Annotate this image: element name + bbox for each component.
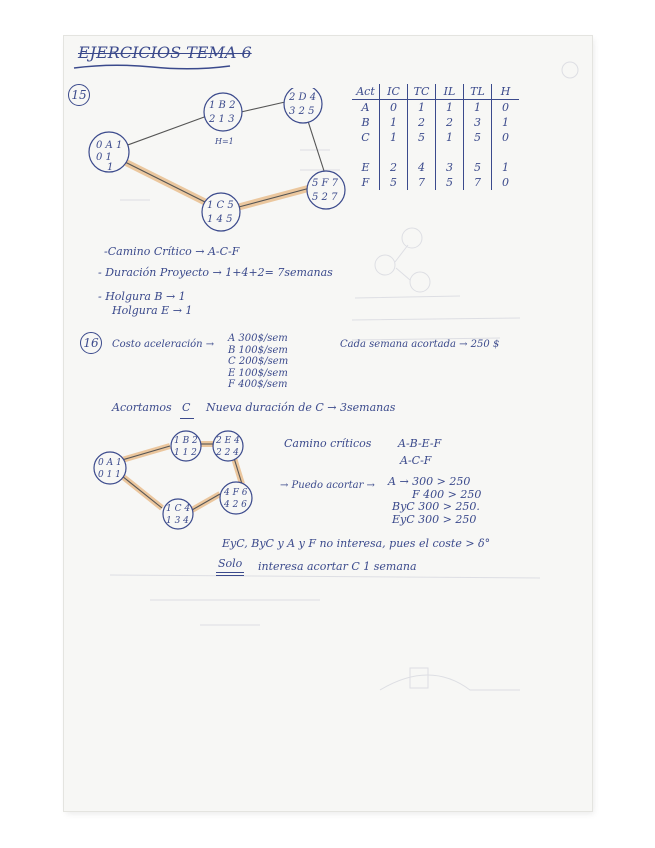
table-cell xyxy=(492,145,520,160)
table-cell: 1 xyxy=(436,130,464,145)
final-label: Solo xyxy=(218,557,243,570)
table-row xyxy=(352,115,519,130)
node-c xyxy=(202,193,240,231)
node-a-mid: 0 1 xyxy=(96,152,112,163)
conclusion-note: EyC, ByC y A y F no interesa, pues el coste > δ° xyxy=(222,537,491,550)
table-cell: 5 xyxy=(464,160,492,175)
table-cell: 1 xyxy=(464,100,492,116)
table-cell: 7 xyxy=(408,175,436,190)
table-cell: 1 xyxy=(380,115,408,130)
table-row xyxy=(352,160,519,175)
node-b-16-bot: 1 1 2 xyxy=(174,448,197,458)
exercise-16-number: 16 xyxy=(80,332,102,354)
node-a-16-bot: 0 1 1 xyxy=(98,470,121,480)
table-cell xyxy=(436,145,464,160)
table-cell: 1 xyxy=(436,100,464,116)
col-h: H xyxy=(492,84,520,100)
node-e-16-bot: 2 2 4 xyxy=(216,448,239,458)
table-cell: 5 xyxy=(408,130,436,145)
table-row xyxy=(352,130,519,145)
activity-table xyxy=(352,84,519,190)
shorten-activity-underline xyxy=(180,418,194,419)
can-shorten-list xyxy=(388,476,481,527)
node-f-top: 5 F 7 xyxy=(312,178,339,189)
node-a-top: 0 A 1 xyxy=(96,140,123,151)
page-title: EJERCICIOS TEMA 6 xyxy=(78,43,252,62)
can-shorten-eyc: EyC 300 > 250 xyxy=(392,512,477,526)
table-cell: 5 xyxy=(380,175,408,190)
table-cell xyxy=(352,145,380,160)
cost-item-a: A 300$/sem xyxy=(228,333,288,344)
acceleration-cost-label: Costo aceleración → xyxy=(112,339,215,350)
slack-edge-label: H=1 xyxy=(215,137,234,146)
critical-path-2: A-C-F xyxy=(400,454,432,467)
table-cell: 0 xyxy=(492,100,520,116)
table-cell: C xyxy=(361,131,370,144)
table-cell xyxy=(464,145,492,160)
shorten-activity: C xyxy=(182,401,191,414)
shorten-label: Acortamos xyxy=(112,401,172,414)
table-cell: 7 xyxy=(464,175,492,190)
node-c-top: 1 C 5 xyxy=(207,200,234,211)
table-cell: 0 xyxy=(492,175,520,190)
node-b-16-top: 1 B 2 xyxy=(174,436,198,446)
node-c-16-top: 1 C 4 xyxy=(166,504,191,514)
final-label-underline-1 xyxy=(216,572,244,573)
node-b xyxy=(204,93,242,131)
cost-item-e: E 100$/sem xyxy=(228,367,288,379)
table-cell xyxy=(380,145,408,160)
slack-b-note: - Holgura B → 1 xyxy=(98,290,186,303)
final-label-underline-2 xyxy=(216,575,244,576)
critical-paths-label: Camino críticos xyxy=(284,437,372,450)
table-cell: B xyxy=(361,116,370,129)
network-diagram-15 xyxy=(85,88,355,248)
table-cell: 1 xyxy=(408,100,436,116)
cost-item-f: F 400$/sem xyxy=(228,379,288,390)
node-f-16-bot: 4 2 6 xyxy=(224,500,247,510)
node-f xyxy=(307,171,345,209)
network-diagram-16 xyxy=(92,428,272,533)
slack-e-note: Holgura E → 1 xyxy=(112,304,193,317)
table-cell: 3 xyxy=(436,160,464,175)
col-tc: TC xyxy=(408,84,436,100)
table-cell: 0 xyxy=(380,100,408,116)
weekly-saving-note: Cada semana acortada → 250 $ xyxy=(340,339,500,350)
can-shorten-byc: ByC 300 > 250. xyxy=(392,500,480,514)
table-cell: 5 xyxy=(464,130,492,145)
col-act: Act xyxy=(352,84,380,100)
table-cell: F xyxy=(361,176,370,189)
table-cell: E xyxy=(361,161,370,174)
duration-note: - Duración Proyecto → 1+4+2= 7semanas xyxy=(98,266,333,279)
table-cell: 1 xyxy=(492,160,520,175)
node-d-top: 2 D 4 xyxy=(289,92,317,103)
node-c-16-bot: 1 3 4 xyxy=(166,516,189,526)
table-cell: 5 xyxy=(436,175,464,190)
node-f-bot: 5 2 7 xyxy=(312,192,338,203)
can-shorten-label: → Puedo acortar → xyxy=(280,480,375,491)
table-cell: 3 xyxy=(464,115,492,130)
title-underline xyxy=(72,62,232,74)
new-duration-note: Nueva duración de C → 3semanas xyxy=(206,401,396,414)
node-b-bot: 2 1 3 xyxy=(209,114,235,125)
can-shorten-f: F 400 > 250 xyxy=(412,487,482,501)
table-cell: 0 xyxy=(492,130,520,145)
critical-path-1: A-B-E-F xyxy=(398,437,442,450)
node-a-16-top: 0 A 1 xyxy=(98,458,122,468)
col-ic: IC xyxy=(380,84,408,100)
table-cell xyxy=(408,145,436,160)
table-row xyxy=(352,100,519,116)
node-c-bot: 1 4 5 xyxy=(207,214,233,225)
node-e-16-top: 2 E 4 xyxy=(216,436,240,446)
can-shorten-a: A → 300 > 250 xyxy=(388,475,471,488)
table-header-row xyxy=(352,84,519,100)
node-b-top: 1 B 2 xyxy=(209,100,236,111)
table-cell: 2 xyxy=(408,115,436,130)
final-note: interesa acortar C 1 semana xyxy=(258,560,417,573)
table-row xyxy=(352,145,519,160)
table-cell: 1 xyxy=(380,130,408,145)
exercise-15-number: 15 xyxy=(68,84,90,106)
table-cell: 4 xyxy=(408,160,436,175)
table-cell: 1 xyxy=(492,115,520,130)
table-cell: 2 xyxy=(380,160,408,175)
node-a-bot: 1 xyxy=(107,162,114,173)
node-d-bot: 3 2 5 xyxy=(289,106,315,117)
acceleration-cost-list xyxy=(228,333,288,391)
col-tl: TL xyxy=(464,84,492,100)
critical-path-note: -Camino Crítico → A-C-F xyxy=(104,245,240,258)
cost-item-b: B 100$/sem xyxy=(228,344,288,356)
cost-item-c: C 200$/sem xyxy=(228,356,289,367)
table-cell: A xyxy=(361,101,370,114)
node-f-16-top: 4 F 6 xyxy=(224,488,248,498)
table-row xyxy=(352,175,519,190)
table-cell: 2 xyxy=(436,115,464,130)
col-il: IL xyxy=(436,84,464,100)
